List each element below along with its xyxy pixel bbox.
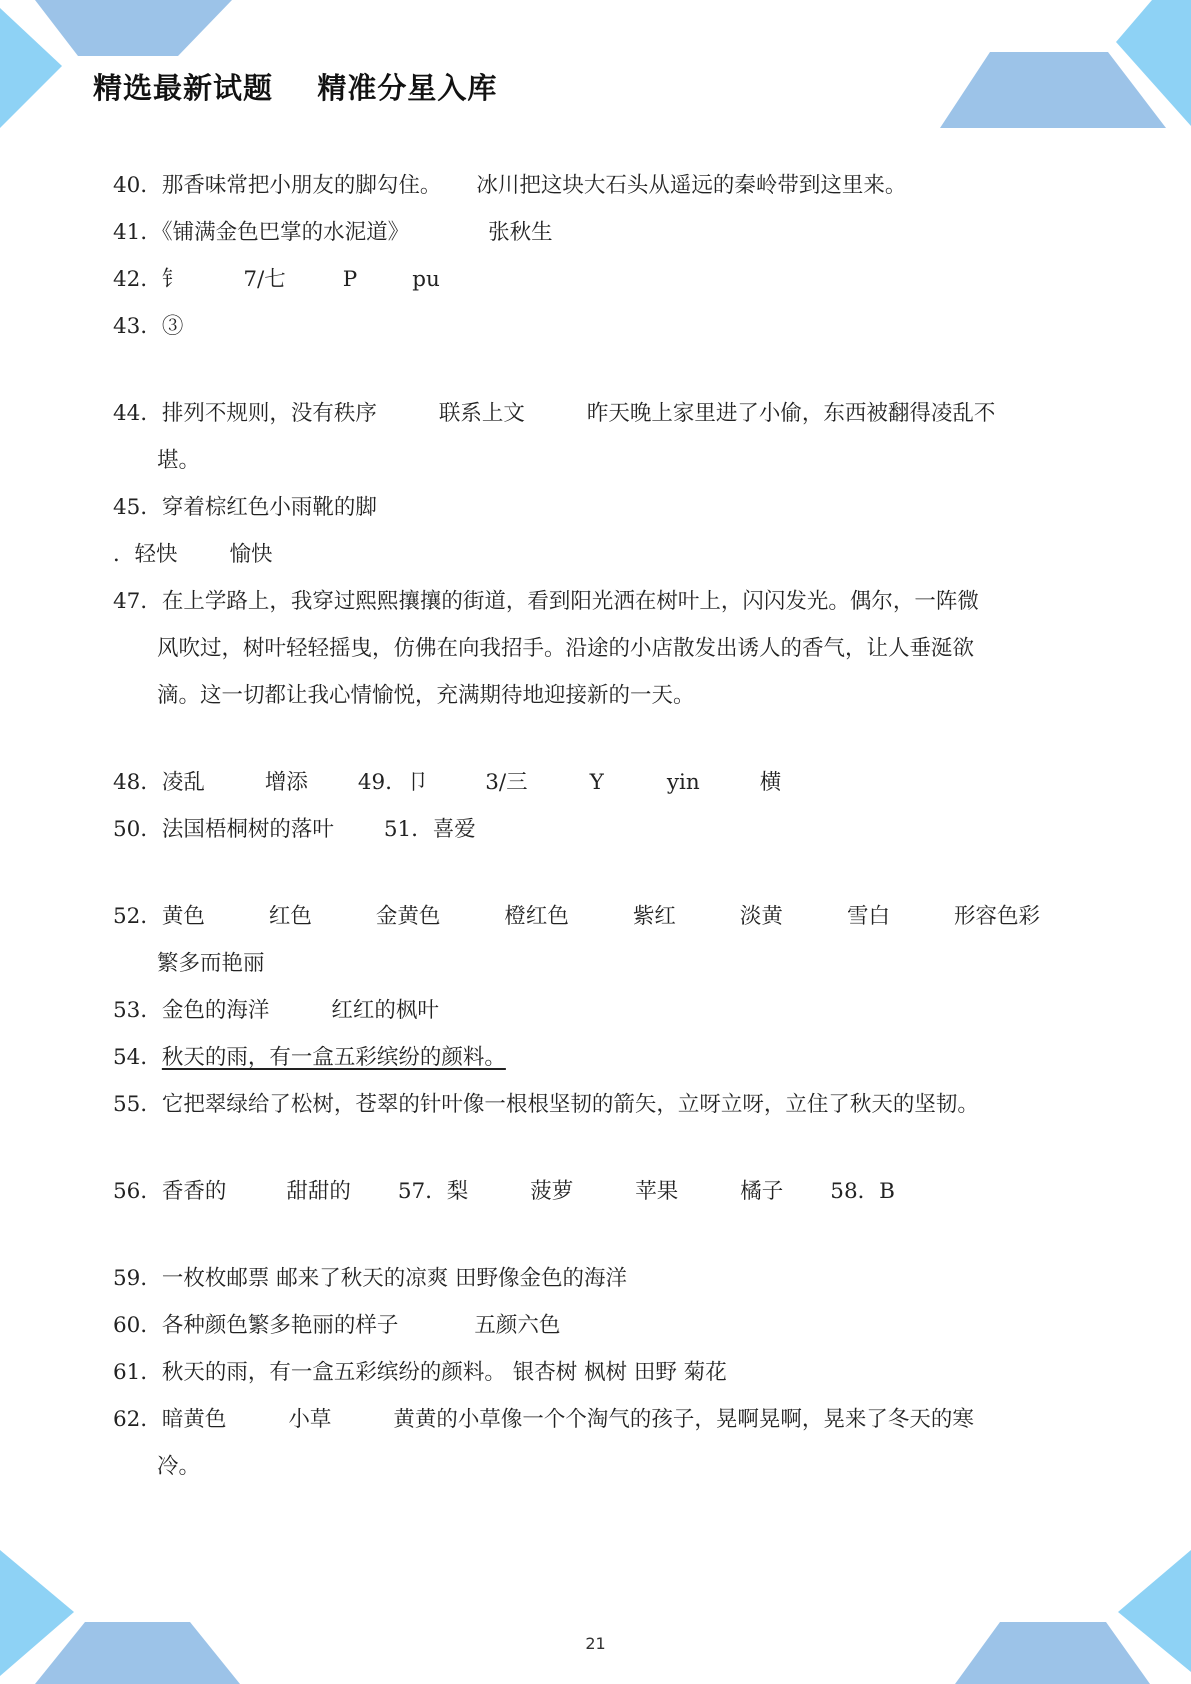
line-text: 57．梨 [397, 1179, 469, 1204]
answer-line-41 [113, 219, 553, 247]
deco-bottom-right-trapezoid [955, 1622, 1150, 1684]
line-text: 61．秋天的雨，有一盒五彩缤纷的颜料。 银杏树 枫树 田野 菊花 [113, 1360, 727, 1385]
deco-top-left-band [35, 0, 232, 56]
line-text: yin [666, 770, 700, 795]
line-text: 菠萝 [530, 1179, 574, 1204]
answer-line-53 [113, 997, 439, 1025]
answer-line-60 [113, 1312, 560, 1340]
deco-bottom-right-triangle [1118, 1550, 1191, 1672]
line-text: 55．它把翠绿给了松树，苍翠的针叶像一根根坚韧的箭矢，立呀立呀，立住了秋天的坚韧。 [113, 1092, 979, 1117]
line-text: 42．钅 [113, 267, 184, 292]
deco-top-left-triangle [0, 8, 62, 128]
line-text: 49．卩 [357, 770, 429, 795]
line-text: 愉快 [229, 542, 273, 567]
line-text: 昨天晚上家里进了小偷，东西被翻得凌乱不 [586, 401, 996, 426]
line-text: 联系上文 [438, 401, 525, 426]
line-text: 紫红 [632, 904, 676, 929]
answer-line-62-cont [157, 1453, 200, 1481]
line-text: 51．喜爱 [383, 817, 476, 842]
line-text: 48．凌乱 [113, 770, 205, 795]
line-text: 金黄色 [375, 904, 441, 929]
answer-line-59 [113, 1265, 627, 1293]
answer-line-47 [113, 588, 979, 616]
answer-line-52-cont [157, 950, 265, 978]
line-text: 44．排列不规则，没有秩序 [113, 401, 377, 426]
line-text: 橘子 [740, 1179, 784, 1204]
line-text: 3/三 [485, 770, 528, 795]
answer-line-44-cont [157, 447, 200, 475]
line-text: 小草 [288, 1407, 332, 1432]
line-text: 59．一枚枚邮票 邮来了秋天的凉爽 田野像金色的海洋 [113, 1266, 628, 1291]
line-text: 繁多而艳丽 [157, 951, 265, 976]
line-text: Y [589, 770, 604, 795]
line-text: 冰川把这块大石头从遥远的秦岭带到这里来。 [476, 173, 907, 198]
line-text: 堪。 [157, 448, 201, 473]
answer-line-40 [113, 172, 906, 200]
header-title: 精选最新试题 精准分星入库 [93, 71, 498, 105]
line-text: 52．黄色 [113, 904, 205, 929]
answer-line-47-cont [157, 635, 974, 663]
line-text: 40．那香味常把小朋友的脚勾住。 [113, 173, 442, 198]
answer-line-43 [113, 313, 183, 341]
line-text: 形容色彩 [953, 904, 1040, 929]
line-text: 43．③ [113, 314, 184, 339]
line-text: 增添 [264, 770, 308, 795]
line-text: 冷。 [157, 1454, 201, 1479]
line-text: 红色 [268, 904, 312, 929]
page-number: 21 [585, 1634, 606, 1653]
line-text: 雪白 [846, 904, 890, 929]
line-text: 黄黄的小草像一个个淘气的孩子，晃啊晃啊，晃来了冬天的寒 [393, 1407, 974, 1432]
answer-line-56-58 [113, 1178, 895, 1206]
line-text: P [342, 267, 358, 292]
answer-line-46 [113, 541, 273, 569]
answer-line-62 [113, 1406, 974, 1434]
line-text: 滴。这一切都让我心情愉悦，充满期待地迎接新的一天。 [157, 683, 695, 708]
line-text: 苹果 [635, 1179, 679, 1204]
answer-line-50-51 [113, 816, 476, 844]
underlined-answer: 秋天的雨，有一盒五彩缤纷的颜料。 [161, 1045, 506, 1070]
deco-bottom-left-trapezoid [35, 1622, 240, 1684]
answer-line-47-cont [157, 682, 695, 710]
answer-line-54 [113, 1044, 506, 1072]
line-text: 62．暗黄色 [113, 1407, 227, 1432]
line-text: 50．法国梧桐树的落叶 [113, 817, 334, 842]
answer-line-55 [113, 1091, 979, 1119]
answer-line-42 [113, 266, 440, 294]
line-text: 橙红色 [504, 904, 569, 929]
line-text: 张秋生 [488, 220, 553, 245]
line-text: 五颜六色 [474, 1313, 561, 1338]
line-text: 41．《铺满金色巴掌的水泥道》 [113, 220, 410, 245]
line-text: ．轻快 [113, 542, 178, 567]
line-text: 53．金色的海洋 [113, 998, 270, 1023]
line-text: 红红的枫叶 [331, 998, 439, 1023]
answer-line-45 [113, 494, 377, 522]
answer-line-52 [113, 903, 1040, 931]
line-text: 45．穿着棕红色小雨靴的脚 [113, 495, 377, 520]
line-text: 风吹过，树叶轻轻摇曳，仿佛在向我招手。沿途的小店散发出诱人的香气，让人垂涎欲 [157, 636, 975, 661]
line-text: 甜甜的 [286, 1179, 351, 1204]
line-text: 56．香香的 [113, 1179, 227, 1204]
line-text: 58．B [830, 1179, 895, 1204]
line-text: pu [412, 267, 440, 292]
line-text: 横 [759, 770, 782, 795]
line-text: 54． [113, 1045, 162, 1070]
answer-line-48-49 [113, 769, 781, 797]
answer-line-61 [113, 1359, 727, 1387]
line-text: 60．各种颜色繁多艳丽的样子 [113, 1313, 399, 1338]
deco-top-right-trapezoid [940, 52, 1166, 128]
line-text: 47．在上学路上，我穿过熙熙攘攘的街道，看到阳光洒在树叶上，闪闪发光。偶尔，一阵微 [113, 589, 979, 614]
answer-line-44 [113, 400, 995, 428]
line-text: 7/七 [243, 267, 286, 292]
line-text: 淡黄 [739, 904, 783, 929]
